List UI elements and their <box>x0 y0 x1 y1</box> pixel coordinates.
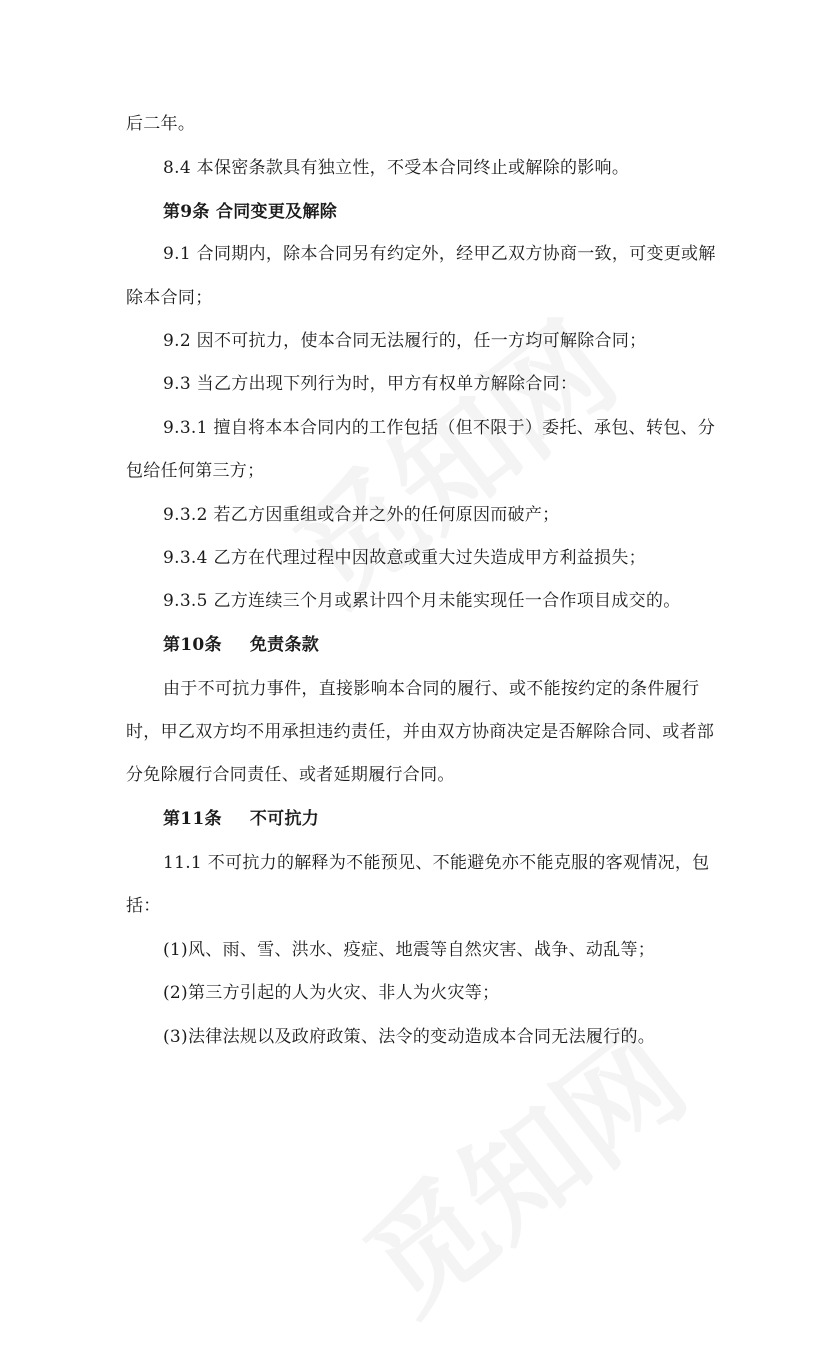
paragraph-line: 9.3 当乙方出现下列行为时，甲方有权单方解除合同： <box>163 374 578 394</box>
paragraph-line: 时，甲乙双方均不用承担违约责任，并由双方协商决定是否解除合同、或者部 <box>126 722 715 742</box>
paragraph-line: 9.1 合同期内，除本合同另有约定外，经甲乙双方协商一致，可变更或解 <box>163 244 716 264</box>
heading-title: 免责条款 <box>249 635 320 655</box>
heading-title: 不可抗力 <box>249 809 320 829</box>
section-heading-11 <box>163 808 319 830</box>
paragraph-line: (3)法律法规以及政府政策、法令的变动造成本合同无法履行的。 <box>163 1027 656 1047</box>
section-heading-9: 第9条 合同变更及解除 <box>163 202 338 222</box>
paragraph-line: (2)第三方引起的人为火灾、非人为火灾等； <box>163 983 500 1003</box>
paragraph-line: 9.3.2 若乙方因重组或合并之外的任何原因而破产； <box>163 505 560 525</box>
heading-number: 第11条 <box>163 809 222 829</box>
paragraph-line: (1)风、雨、雪、洪水、疫症、地震等自然灾害、战争、动乱等； <box>163 940 656 960</box>
paragraph-line: 括： <box>126 896 161 916</box>
paragraph-line: 9.3.1 擅自将本本合同内的工作包括（但不限于）委托、承包、转包、分 <box>163 418 716 438</box>
paragraph-line: 除本合同； <box>126 288 213 308</box>
paragraph-line: 后二年。 <box>126 114 196 134</box>
paragraph-line: 包给任何第三方； <box>126 461 265 481</box>
paragraph-line: 分免除履行合同责任、或者延期履行合同。 <box>126 765 455 785</box>
section-heading-10 <box>163 634 319 656</box>
paragraph-line: 9.2 因不可抗力，使本合同无法履行的，任一方均可解除合同； <box>163 331 647 351</box>
paragraph-line: 11.1 不可抗力的解释为不能预见、不能避免亦不能克服的客观情况，包 <box>163 853 710 873</box>
paragraph-line: 由于不可抗力事件，直接影响本合同的履行、或不能按约定的条件履行 <box>163 679 700 699</box>
paragraph-line: 9.3.4 乙方在代理过程中因故意或重大过失造成甲方利益损失； <box>163 548 646 568</box>
paragraph-line: 9.3.5 乙方连续三个月或累计四个月未能实现任一合作项目成交的。 <box>163 591 681 611</box>
heading-number: 第10条 <box>163 635 222 655</box>
paragraph-line: 8.4 本保密条款具有独立性，不受本合同终止或解除的影响。 <box>163 158 630 178</box>
